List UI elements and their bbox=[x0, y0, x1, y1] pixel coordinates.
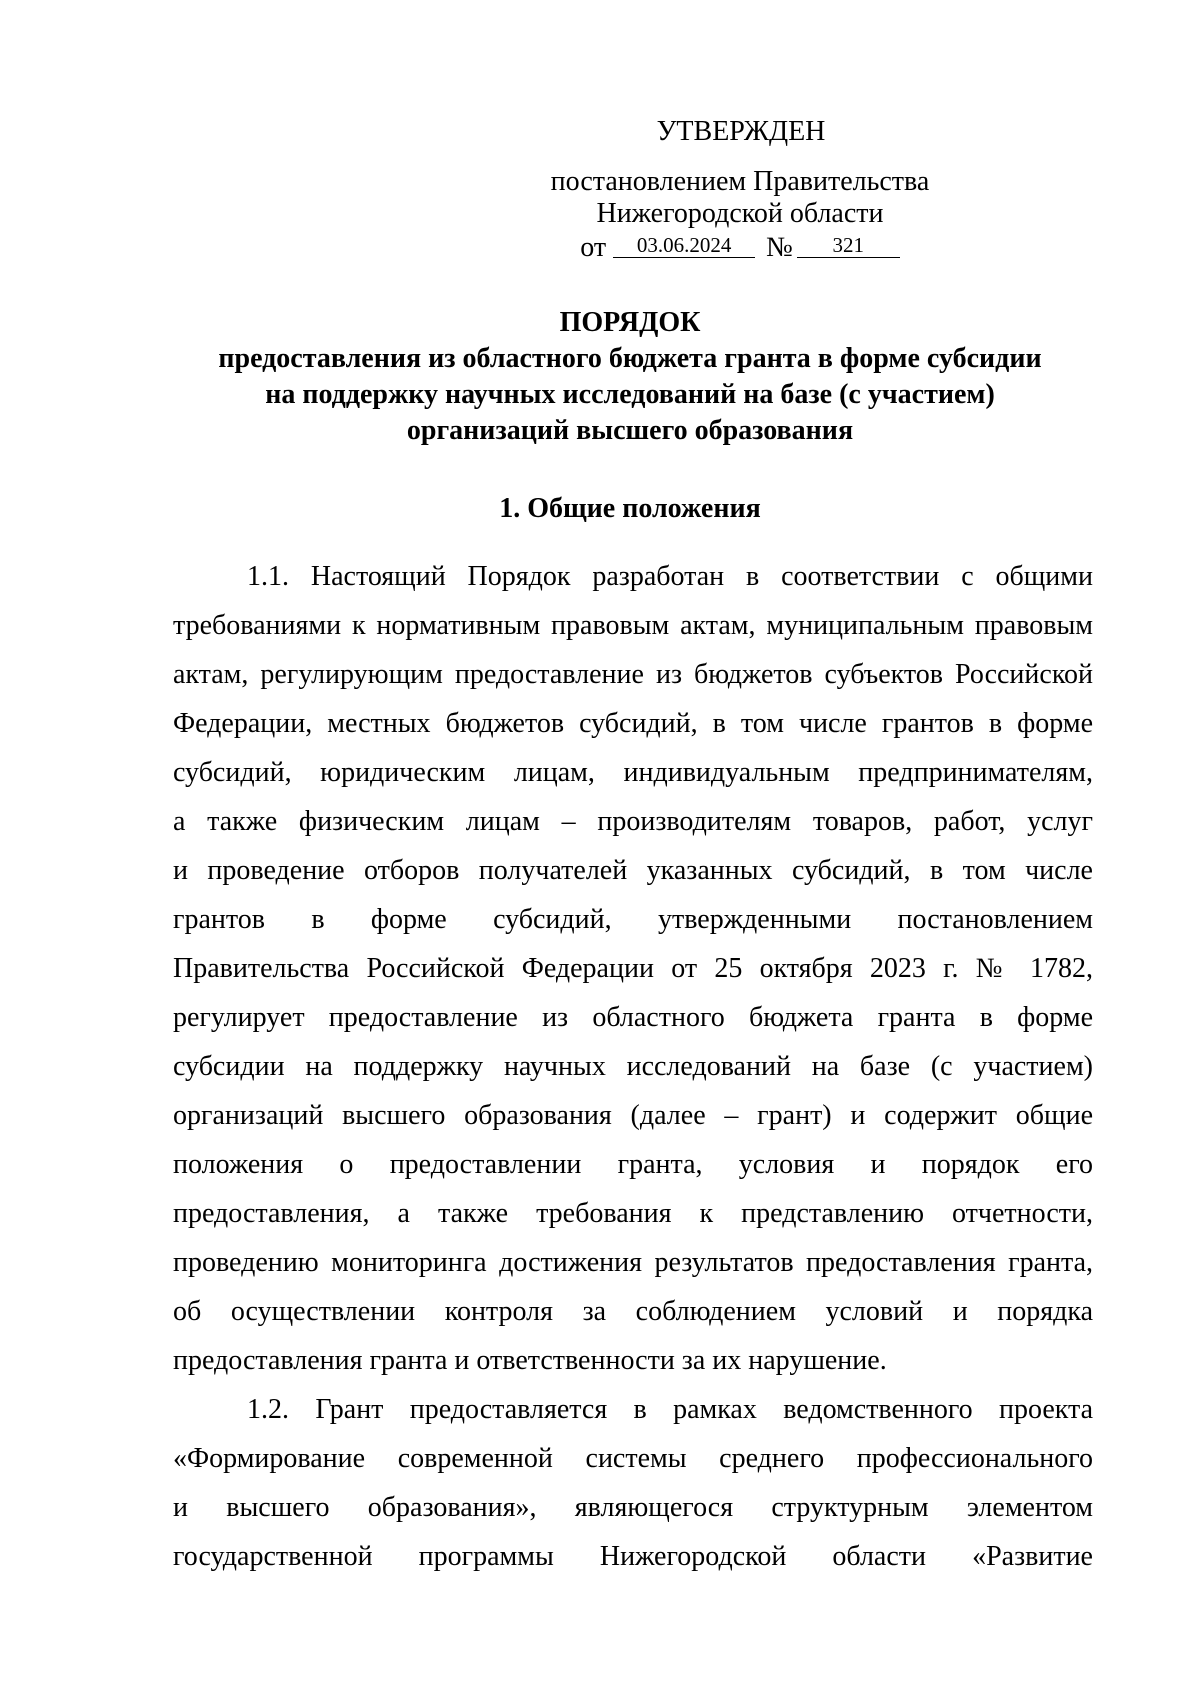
text-line: и высшего образования», являющегося структурным элементом bbox=[173, 1492, 1093, 1523]
text-line: предоставления, а также требования к представлению отчетности, bbox=[173, 1198, 1093, 1229]
text-line: Правительства Российской Федерации от 25 октября 2023 г. № 1782, bbox=[173, 953, 1093, 984]
text-line: актам, регулирующим предоставление из бюджетов субъектов Российской bbox=[173, 659, 1093, 690]
text-line: и проведение отборов получателей указанных субсидий, в том числе bbox=[173, 855, 1093, 886]
text-line: положения о предоставлении гранта, условия и порядок его bbox=[173, 1149, 1093, 1180]
number-sign: № bbox=[766, 232, 793, 263]
text-line: 1.1. Настоящий Порядок разработан в соответствии с общими bbox=[247, 561, 1093, 592]
approval-date: 03.06.2024 bbox=[613, 233, 755, 258]
approval-issuer-line: постановлением Правительства bbox=[550, 166, 930, 197]
text-line: субсидий, юридическим лицам, индивидуальным предпринимателям, bbox=[173, 757, 1093, 788]
text-line: проведению мониторинга достижения результатов предоставления гранта, bbox=[173, 1247, 1093, 1278]
document-body bbox=[173, 552, 1093, 1581]
approval-region-line: Нижегородской области bbox=[596, 198, 884, 229]
text-line: об осуществлении контроля за соблюдением условий и порядка bbox=[173, 1296, 1093, 1327]
document-subtitle-line: предоставления из областного бюджета гранта в форме субсидии bbox=[218, 343, 1042, 374]
document-title: ПОРЯДОК bbox=[559, 307, 701, 338]
approval-number: 321 bbox=[797, 233, 900, 258]
text-line: субсидии на поддержку научных исследований на базе (с участием) bbox=[173, 1051, 1093, 1082]
date-prefix: от bbox=[580, 232, 607, 263]
text-line: грантов в форме субсидий, утвержденными постановлением bbox=[173, 904, 1093, 935]
text-line: государственной программы Нижегородской области «Развитие bbox=[173, 1541, 1093, 1572]
approval-stamp-title: УТВЕРЖДЕН bbox=[656, 116, 826, 147]
text-line: организаций высшего образования (далее – грант) и содержит общие bbox=[173, 1100, 1093, 1131]
document-subtitle-line: организаций высшего образования bbox=[406, 415, 854, 446]
document-subtitle-line: на поддержку научных исследований на базе (с участием) bbox=[265, 379, 995, 410]
paragraph-1-2 bbox=[173, 1385, 1093, 1581]
text-line: «Формирование современной системы среднего профессионального bbox=[173, 1443, 1093, 1474]
text-line: а также физическим лицам – производителям товаров, работ, услуг bbox=[173, 806, 1093, 837]
approval-date-row bbox=[540, 229, 940, 267]
text-line: регулирует предоставление из областного бюджета гранта в форме bbox=[173, 1002, 1093, 1033]
section-heading: 1. Общие положения bbox=[499, 493, 761, 524]
text-line: предоставления гранта и ответственности за их нарушение. bbox=[173, 1345, 887, 1376]
text-line: требованиями к нормативным правовым актам, муниципальным правовым bbox=[173, 610, 1093, 641]
text-line: 1.2. Грант предоставляется в рамках ведомственного проекта bbox=[247, 1394, 1093, 1425]
paragraph-1-1 bbox=[173, 552, 1093, 1385]
text-line: Федерации, местных бюджетов субсидий, в том числе грантов в форме bbox=[173, 708, 1093, 739]
document-title-block bbox=[170, 305, 1090, 449]
